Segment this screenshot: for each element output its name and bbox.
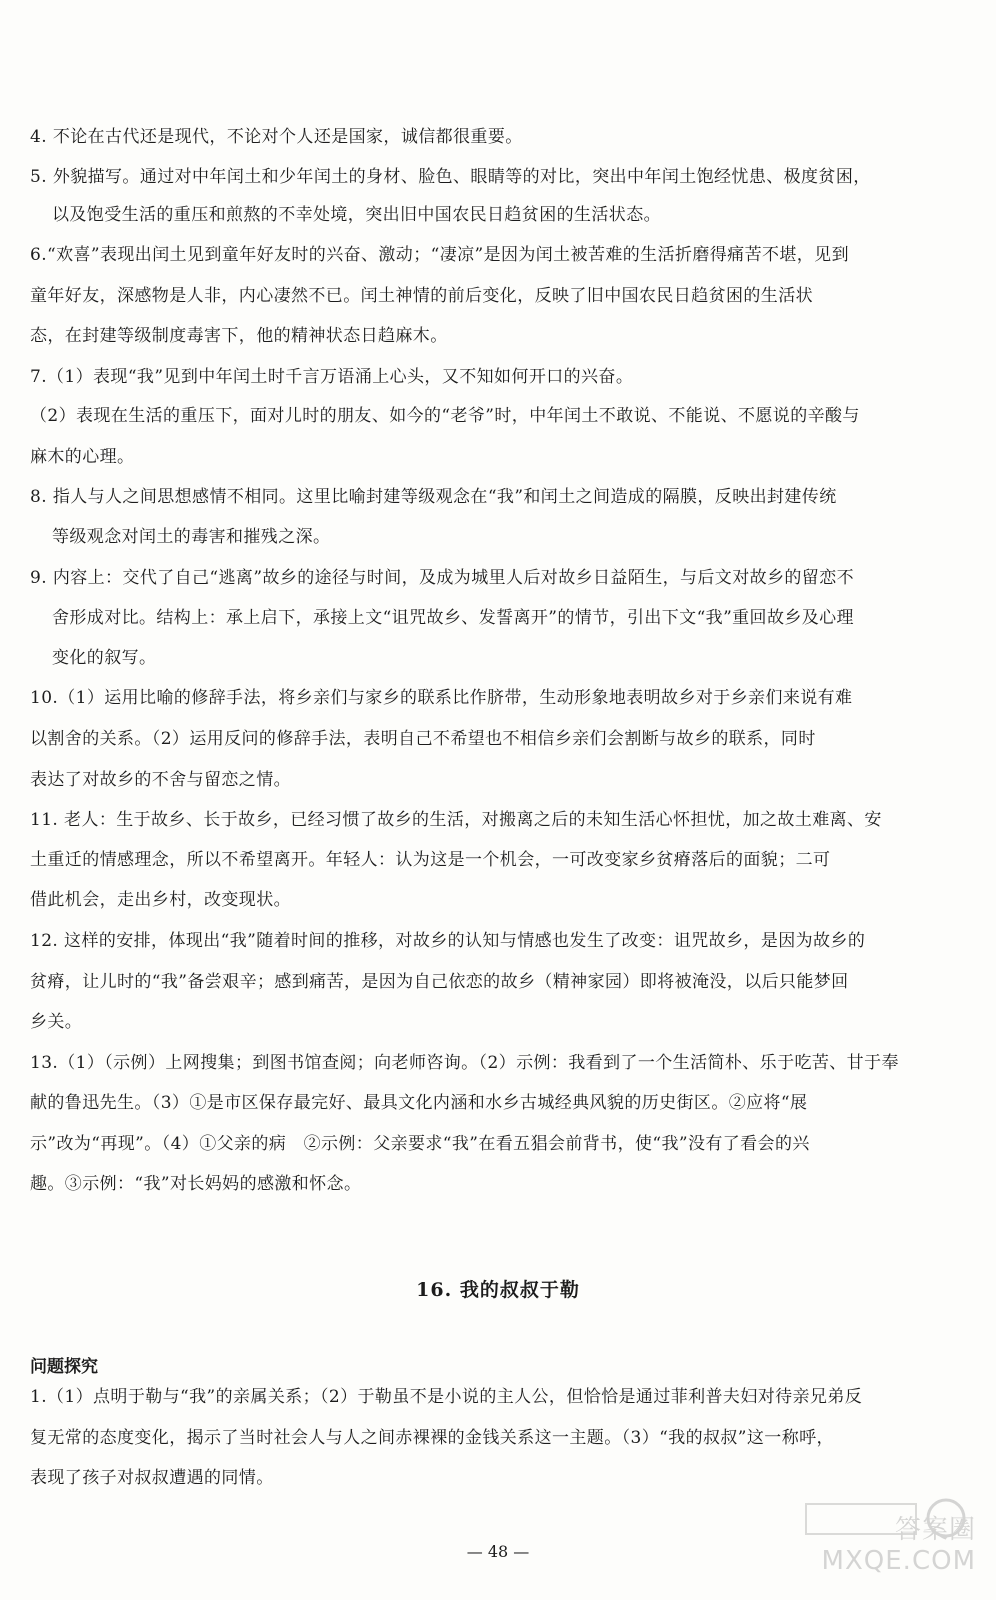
- text-line: 舍形成对比。结构上：承上启下，承接上文“诅咒故乡、发誓离开”的情节，引出下文“我”重回故乡及心理: [52, 608, 854, 628]
- text-line: 借此机会，走出乡村，改变现状。: [30, 890, 291, 910]
- text-line: 麻木的心理。: [30, 447, 135, 467]
- lesson-title: 16. 我的叔叔于勒: [416, 1279, 580, 1301]
- text-line: 7.（1）表现“我”见到中年闰土时千言万语涌上心头，又不知如何开口的兴奋。: [30, 367, 634, 387]
- section-heading: 问题探究: [30, 1357, 98, 1377]
- text-line: 9. 内容上：交代了自己“逃离”故乡的途径与时间，及成为城里人后对故乡日益陌生，与后文对故乡的留恋不: [30, 568, 855, 588]
- text-line: 示”改为“再现”。（4）①父亲的病 ②示例：父亲要求“我”在看五猖会前背书，使“我”没有了看会的兴: [30, 1134, 810, 1154]
- text-line: 态，在封建等级制度毒害下，他的精神状态日趋麻木。: [30, 326, 448, 346]
- text-line: 12. 这样的安排，体现出“我”随着时间的推移，对故乡的认知与情感也发生了改变：诅咒故乡，是因为故乡的: [30, 931, 866, 951]
- text-line: 复无常的态度变化，揭示了当时社会人与人之间赤裸裸的金钱关系这一主题。（3）“我的叔叔”这一称呼，: [30, 1428, 834, 1448]
- text-line: 以割舍的关系。（2）运用反问的修辞手法，表明自己不希望也不相信乡亲们会割断与故乡的联系，同时: [30, 729, 816, 749]
- text-line: 13.（1）（示例）上网搜集；到图书馆查阅；向老师咨询。（2）示例：我看到了一个生活简朴、乐于吃苦、甘于奉: [30, 1053, 899, 1073]
- text-line: 表达了对故乡的不舍与留恋之情。: [30, 770, 291, 790]
- page-number: — 48 —: [466, 1542, 530, 1561]
- text-line: 8. 指人与人之间思想感情不相同。这里比喻封建等级观念在“我”和闰土之间造成的隔膜，反映出封建传统: [30, 487, 837, 507]
- text-line: 10.（1）运用比喻的修辞手法，将乡亲们与家乡的联系比作脐带，生动形象地表明故乡对于乡亲们来说有难: [30, 688, 853, 708]
- text-line: 乡关。: [30, 1012, 83, 1032]
- text-line: 变化的叙写。: [52, 648, 157, 668]
- watermark-logo: [786, 1496, 976, 1576]
- text-line: 贫瘠，让儿时的“我”备尝艰辛；感到痛苦，是因为自己依恋的故乡（精神家园）即将被淹没，以后只能梦回: [30, 972, 849, 992]
- text-line: 11. 老人：生于故乡、长于故乡，已经习惯了故乡的生活，对搬离之后的未知生活心怀担忧，加之故土难离、安: [30, 810, 882, 830]
- text-line: 等级观念对闰土的毒害和摧残之深。: [52, 527, 331, 547]
- text-line: （2）表现在生活的重压下，面对儿时的朋友、如今的“老爷”时，中年闰土不敢说、不能说、不愿说的辛酸与: [30, 406, 860, 426]
- text-line: 献的鲁迅先生。（3）①是市区保存最完好、最具文化内涵和水乡古城经典风貌的历史街区。②应将“展: [30, 1093, 808, 1113]
- text-line: 童年好友，深感物是人非，内心凄然不已。闰土神情的前后变化，反映了旧中国农民日趋贫困的生活状: [30, 286, 813, 306]
- text-line: 4. 不论在古代还是现代，不论对个人还是国家，诚信都很重要。: [30, 127, 523, 147]
- watermark-text: 答案圈 MXQE.COM: [821, 1515, 976, 1576]
- text-line: 以及饱受生活的重压和煎熬的不幸处境，突出旧中国农民日趋贫困的生活状态。: [52, 205, 661, 225]
- text-line: 表现了孩子对叔叔遭遇的同情。: [30, 1468, 274, 1488]
- text-line: 趣。③示例：“我”对长妈妈的感激和怀念。: [30, 1174, 362, 1194]
- text-line: 1.（1）点明于勒与“我”的亲属关系；（2）于勒虽不是小说的主人公，但恰恰是通过菲利普夫妇对待亲兄弟反: [30, 1387, 863, 1407]
- text-line: 土重迁的情感理念，所以不希望离开。年轻人：认为这是一个机会，一可改变家乡贫瘠落后的面貌；二可: [30, 850, 831, 870]
- text-line: 6.“欢喜”表现出闰土见到童年好友时的兴奋、激动；“凄凉”是因为闰土被苦难的生活折磨得痛苦不堪，见到: [30, 245, 849, 265]
- text-line: 5. 外貌描写。通过对中年闰土和少年闰土的身材、脸色、眼睛等的对比，突出中年闰土饱经忧患、极度贫困，: [30, 167, 871, 187]
